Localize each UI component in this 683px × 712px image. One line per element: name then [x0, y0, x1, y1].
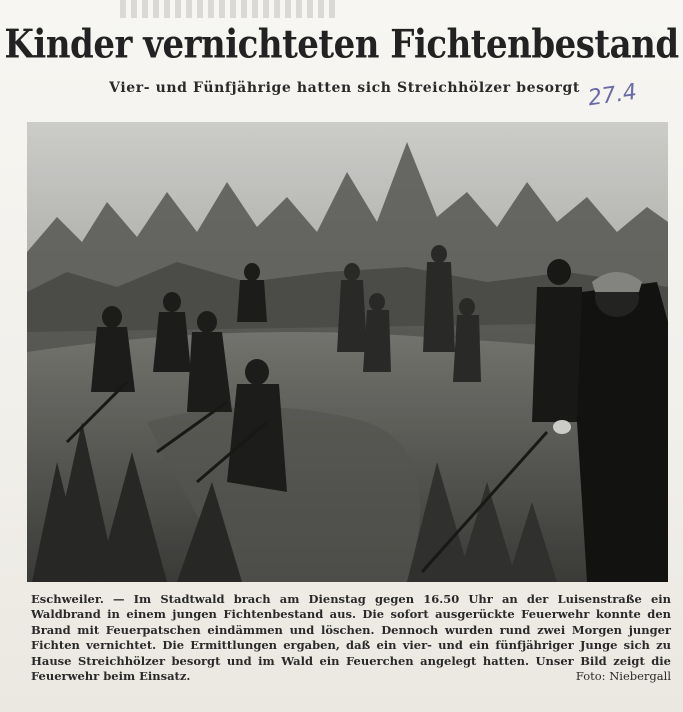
subheadline: Vier- und Fünfjährige hatten sich Streichhölzer besorgt — [109, 80, 580, 96]
forest-firefighters-photo-icon — [27, 122, 668, 582]
news-photo — [27, 122, 668, 582]
headline: Kinder vernichteten Fichtenbestand — [4, 22, 679, 68]
handwritten-date-note: 27.4 — [586, 79, 639, 112]
photo-credit: Foto: Niebergall — [575, 669, 671, 684]
caption — [31, 592, 671, 684]
show-through-print — [120, 0, 340, 18]
caption-text: Eschweiler. — Im Stadtwald brach am Dienstag gegen 16.50 Uhr an der Luisenstraße ein Waldbrand in einem jungen Fichtenbestand aus. Die sofort ausgerückte Feuerwehr konnte den Brand mit Feuerpatschen eindämmen und löschen. Dennoch wurden rund zwei Morgen junger Fichten vernichtet. Die Ermittlungen ergaben, daß ein vier- und ein fünfjähriger Junge sich zu Hause Streichhölzer besorgt und im Wald ein Feuerchen angelegt hatten. Unser Bild zeigt die Feuerwehr beim Einsatz. — [31, 592, 671, 684]
